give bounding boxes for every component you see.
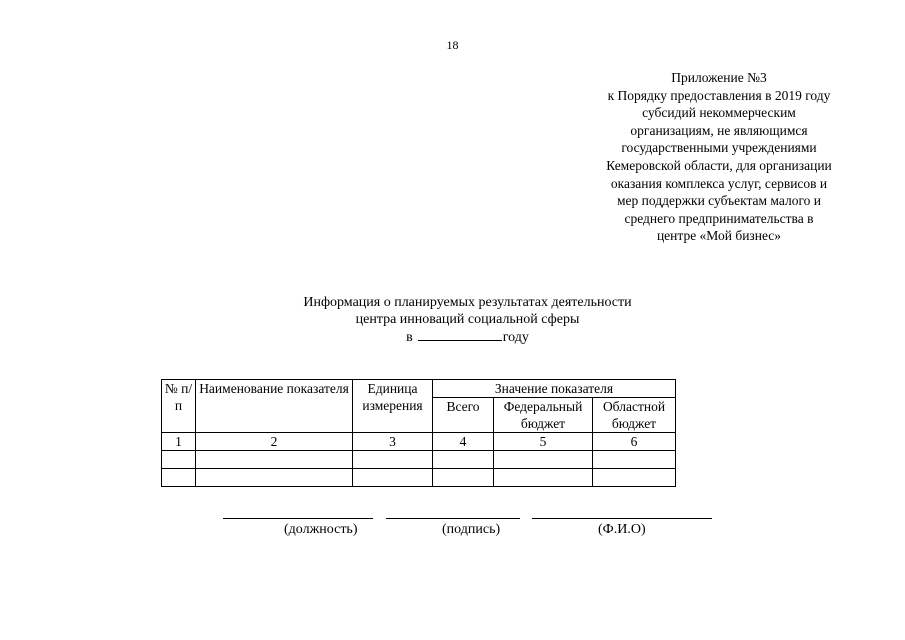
appendix-line: к Порядку предоставления в 2019 году xyxy=(607,87,831,103)
position-signature-line xyxy=(223,518,373,519)
table-cell xyxy=(593,451,676,469)
header-regional-budget: Областной бюджет xyxy=(593,398,676,433)
table-cell xyxy=(162,451,196,469)
signature-line xyxy=(386,518,520,519)
numbering-cell: 5 xyxy=(494,433,593,451)
numbering-cell: 4 xyxy=(433,433,494,451)
appendix-line: центре «Мой бизнес» xyxy=(656,228,782,244)
name-label: (Ф.И.О) xyxy=(598,522,646,537)
table-cell xyxy=(433,469,494,487)
table-cell xyxy=(353,451,433,469)
indicators-table xyxy=(161,379,676,487)
year-blank-field xyxy=(418,328,502,341)
position-label: (должность) xyxy=(284,522,358,537)
table-cell xyxy=(494,469,593,487)
title-line-1: Информация о планируемых результатах деятельности xyxy=(303,295,632,310)
table-cell xyxy=(162,469,196,487)
appendix-header xyxy=(574,69,864,245)
table-row xyxy=(162,451,676,469)
appendix-line: оказания комплекса услуг, сервисов и xyxy=(610,175,828,191)
table-header-row xyxy=(162,380,676,398)
appendix-line: субсидий некоммерческим xyxy=(642,105,796,121)
numbering-cell: 1 xyxy=(162,433,196,451)
title-line-2: центра инноваций социальной сферы xyxy=(355,312,580,327)
table-row xyxy=(162,469,676,487)
table-cell xyxy=(196,469,353,487)
header-federal-budget: Федеральный бюджет xyxy=(494,398,593,433)
table-cell xyxy=(494,451,593,469)
table-cell xyxy=(353,469,433,487)
year-suffix: году xyxy=(502,330,529,345)
appendix-line: организациям, не являющимся xyxy=(630,122,808,138)
header-unit: Единица измерения xyxy=(353,380,433,433)
table-cell xyxy=(433,451,494,469)
signature-label: (подпись) xyxy=(442,522,501,537)
table-cell xyxy=(593,469,676,487)
numbering-cell: 3 xyxy=(353,433,433,451)
header-value-group: Значение показателя xyxy=(433,380,676,398)
appendix-line: государственными учреждениями xyxy=(621,140,817,156)
appendix-line: Кемеровской области, для организации xyxy=(606,157,832,173)
numbering-cell: 2 xyxy=(196,433,353,451)
table-cell xyxy=(196,451,353,469)
header-number: № п/п xyxy=(162,380,196,433)
table-numbering-row xyxy=(162,433,676,451)
year-prefix: в xyxy=(406,330,413,345)
appendix-line: мер поддержки субъектам малого и xyxy=(616,193,822,209)
appendix-line: Приложение №3 xyxy=(671,70,767,85)
header-indicator-name: Наименование показателя xyxy=(196,380,353,433)
numbering-cell: 6 xyxy=(593,433,676,451)
appendix-line: среднего предпринимательства в xyxy=(624,210,814,226)
header-total: Всего xyxy=(433,398,494,433)
title-year-line xyxy=(0,328,905,346)
page-number: 18 xyxy=(446,38,459,52)
document-title xyxy=(0,294,905,346)
name-signature-line xyxy=(532,518,712,519)
